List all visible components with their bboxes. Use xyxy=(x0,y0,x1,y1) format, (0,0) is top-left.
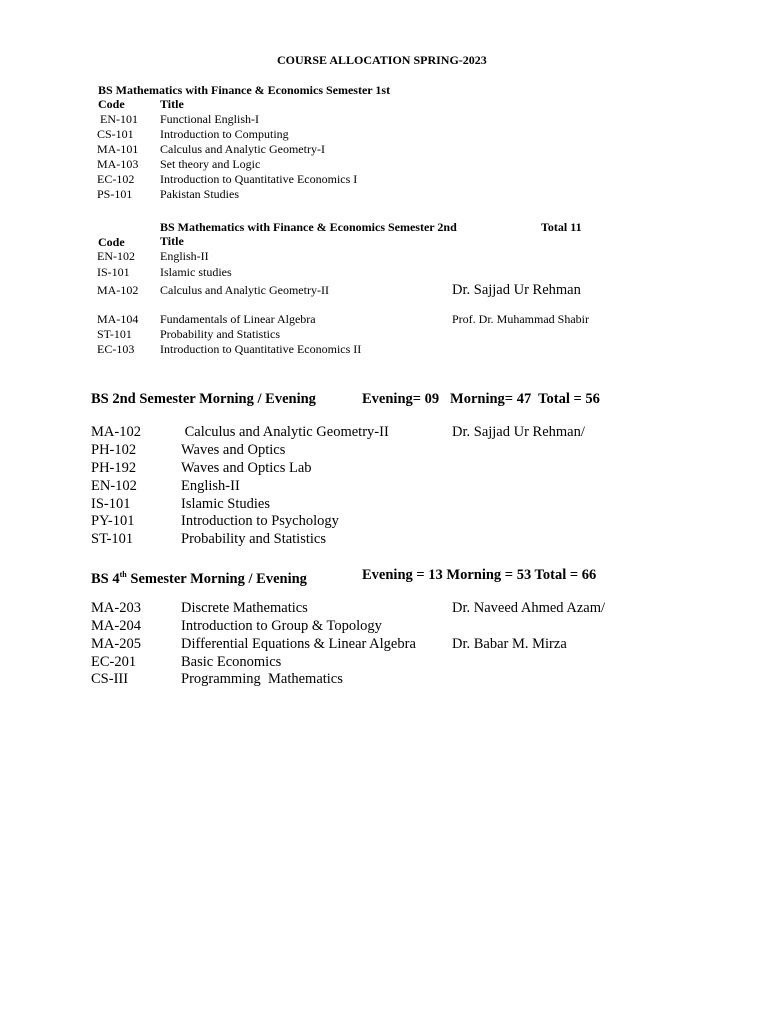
bs2-row-code: PY-101 xyxy=(91,513,135,529)
bs2-row-teacher: Dr. Sajjad Ur Rehman/ xyxy=(452,424,585,440)
bs4-row-code: CS-III xyxy=(91,671,129,687)
sem2-row-code: EC-103 xyxy=(97,342,135,356)
sem2-row-code: IS-101 xyxy=(97,265,130,279)
bs2-row-title: Introduction to Psychology xyxy=(181,513,339,529)
sem2-row-title: Fundamentals of Linear Algebra xyxy=(160,312,316,326)
sem1-row-title: Introduction to Computing xyxy=(160,127,289,141)
sem2-col-title: Title xyxy=(160,234,184,248)
sem1-heading: BS Mathematics with Finance & Economics Semester 1st xyxy=(98,83,391,97)
bs2-heading: BS 2nd Semester Morning / Evening xyxy=(91,391,316,407)
bs2-row-code: ST-101 xyxy=(91,531,134,547)
sem1-row-title: Calculus and Analytic Geometry-I xyxy=(160,142,325,156)
sem1-row-title: Introduction to Quantitative Economics I xyxy=(160,172,358,186)
sem1-row-code: EC-102 xyxy=(97,172,135,186)
sem2-row-code: MA-104 xyxy=(97,312,139,326)
sem1-row-title: Set theory and Logic xyxy=(160,157,261,171)
sem1-row-title: Functional English-I xyxy=(160,112,259,126)
bs4-stats: Evening = 13 Morning = 53 Total = 66 xyxy=(362,567,597,583)
sem1-row-code: CS-101 xyxy=(97,127,134,141)
sem2-row-title: Islamic studies xyxy=(160,265,232,279)
sem2-row-title: Calculus and Analytic Geometry-II xyxy=(160,283,329,297)
bs4-row-teacher: Dr. Naveed Ahmed Azam/ xyxy=(452,600,606,616)
sem2-total: Total 11 xyxy=(541,220,582,234)
bs2-row-code: IS-101 xyxy=(91,496,131,512)
sem2-row-title: Introduction to Quantitative Economics II xyxy=(160,342,362,356)
bs4-row-code: MA-203 xyxy=(91,600,141,616)
bs4-heading-sup: th xyxy=(119,570,127,579)
sem1-row-title: Pakistan Studies xyxy=(160,187,240,201)
bs2-stats: Evening= 09 Morning= 47 Total = 56 xyxy=(362,391,600,407)
bs2-row-title: Waves and Optics xyxy=(181,442,286,458)
bs2-row-title: English-II xyxy=(181,478,240,494)
sem2-row-code: ST-101 xyxy=(97,327,132,341)
bs2-row-title: Waves and Optics Lab xyxy=(181,460,312,476)
bs4-heading xyxy=(91,566,307,588)
bs2-row-code: PH-192 xyxy=(91,460,137,476)
sem1-col-title: Title xyxy=(160,97,184,111)
bs4-row-title: Discrete Mathematics xyxy=(181,600,308,616)
sem2-row-teacher: Dr. Sajjad Ur Rehman xyxy=(452,282,581,298)
bs4-row-teacher: Dr. Babar M. Mirza xyxy=(452,636,567,652)
bs2-row-title: Islamic Studies xyxy=(181,496,271,512)
sem2-heading: BS Mathematics with Finance & Economics Semester 2nd xyxy=(160,220,457,234)
sem1-row-code: MA-101 xyxy=(97,142,139,156)
sem2-col-code: Code xyxy=(98,235,125,249)
bs4-row-code: MA-205 xyxy=(91,636,141,652)
sem1-row-code: PS-101 xyxy=(97,187,133,201)
bs4-row-title: Programming Mathematics xyxy=(181,671,343,687)
bs2-row-title: Probability and Statistics xyxy=(181,531,326,547)
bs4-row-code: MA-204 xyxy=(91,618,141,634)
bs2-row-title: Calculus and Analytic Geometry-II xyxy=(181,424,389,440)
bs2-row-code: PH-102 xyxy=(91,442,137,458)
bs4-row-title: Introduction to Group & Topology xyxy=(181,618,382,634)
bs4-heading-pre: BS 4 xyxy=(91,570,120,587)
page-title: COURSE ALLOCATION SPRING-2023 xyxy=(277,53,487,67)
sem2-row-title: Probability and Statistics xyxy=(160,327,280,341)
sem1-row-code: EN-101 xyxy=(97,112,138,126)
sem1-col-code: Code xyxy=(98,97,125,111)
bs4-row-title: Basic Economics xyxy=(181,654,282,670)
bs2-row-code: EN-102 xyxy=(91,478,137,494)
bs4-heading-post: Semester Morning / Evening xyxy=(126,570,307,587)
sem2-row-code: EN-102 xyxy=(97,249,135,263)
sem1-row-code: MA-103 xyxy=(97,157,139,171)
bs4-row-title: Differential Equations & Linear Algebra xyxy=(181,636,416,652)
bs2-row-code: MA-102 xyxy=(91,424,141,440)
sem2-row-code: MA-102 xyxy=(97,283,139,297)
bs4-row-code: EC-201 xyxy=(91,654,137,670)
sem2-row-title: English-II xyxy=(160,249,209,263)
sem2-row-teacher: Prof. Dr. Muhammad Shabir xyxy=(452,312,589,326)
